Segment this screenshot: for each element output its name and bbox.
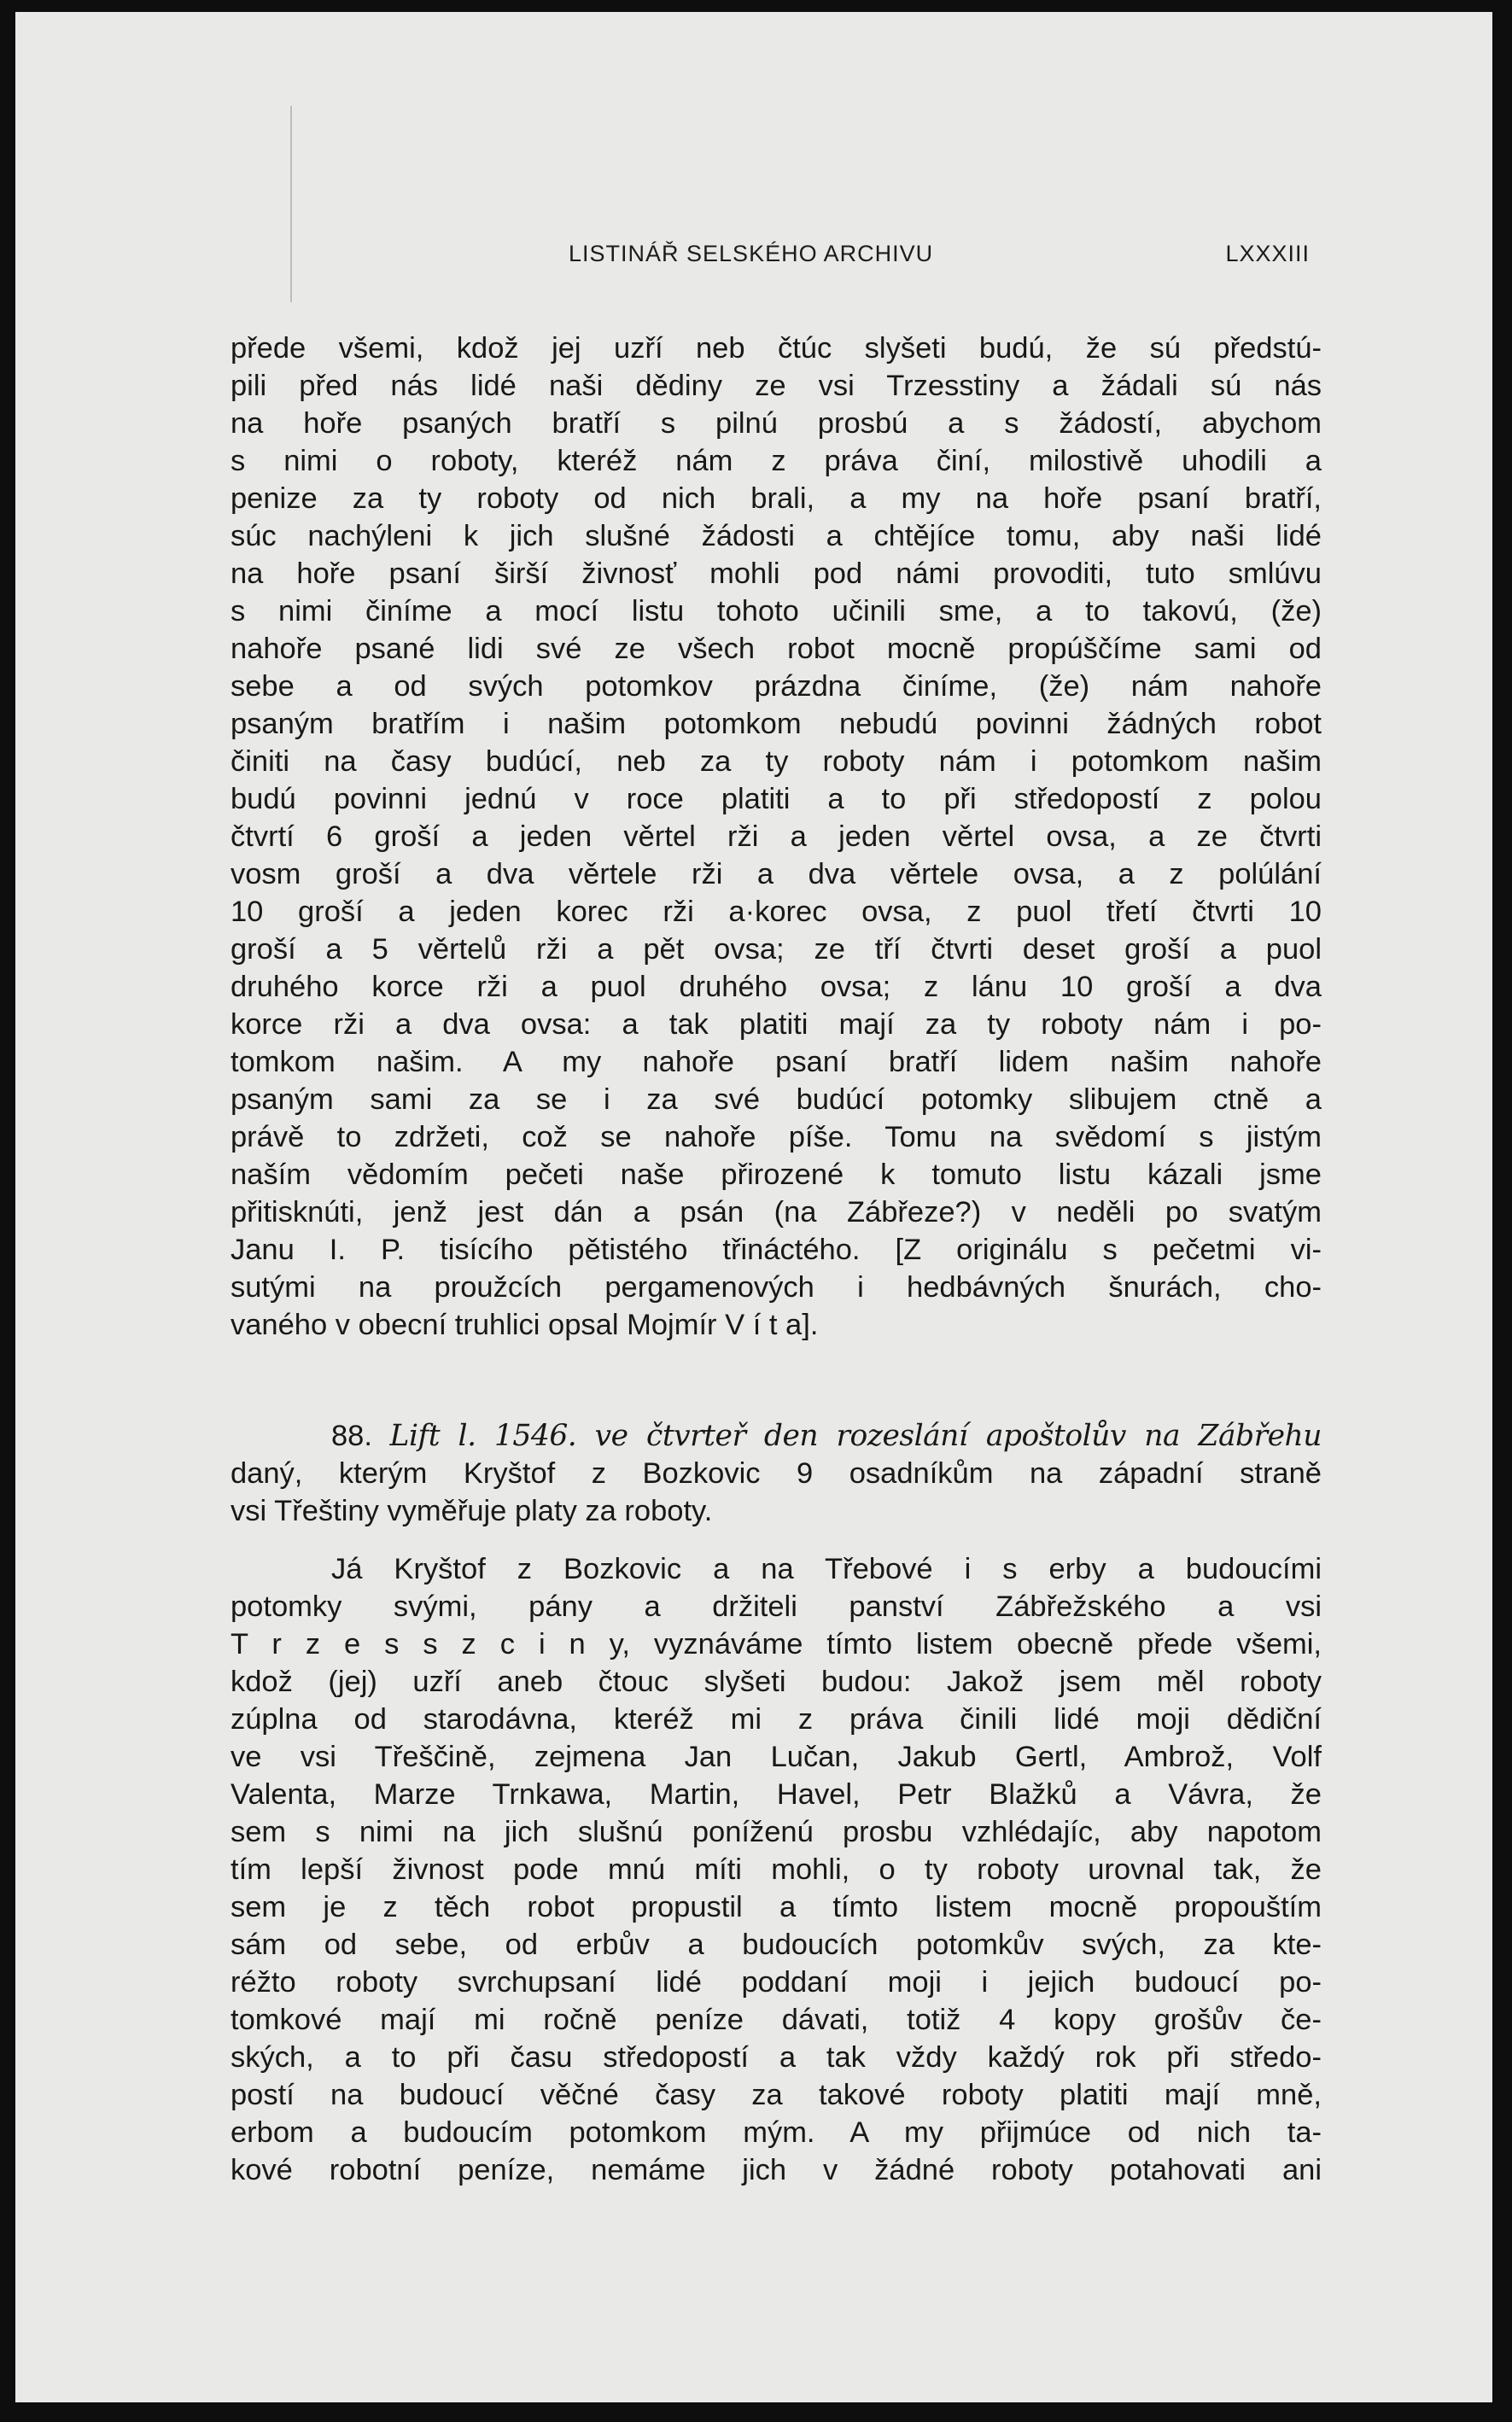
charter-number: 88.	[331, 1420, 372, 1452]
charter-text-1513	[231, 330, 1322, 1344]
text-line: 10 groší a jeden korec rži a·korec ovsa, z puol třetí čtvrti 10	[231, 896, 1322, 928]
text-line: sem s nimi na jich slušnú poníženú prosbu vzhlédajíc, aby napotom	[231, 1816, 1322, 1848]
text-line: na hoře psaní širší živnosť mohli pod námi provoditi, tuto smlúvu	[231, 557, 1322, 590]
text-line: vaného v obecní truhlici opsal Mojmír V í t a].	[231, 1309, 819, 1341]
text-line: tím lepší živnost pode mnú míti mohli, o ty roboty urovnal tak, že	[231, 1853, 1322, 1886]
text-line: erbom a budoucím potomkom mým. A my přijmúce od nich ta-	[231, 2116, 1322, 2149]
heading-first-line	[231, 1417, 1322, 1455]
text-line: Valenta, Marze Trnkawa, Martin, Havel, Petr Blažků a Vávra, že	[231, 1778, 1322, 1811]
text-line: na hoře psaných bratří s pilnú prosbú a s žádostí, abychom	[231, 407, 1322, 440]
text-line: sutými na proužcích pergamenových i hedbávných šnurách, cho-	[231, 1271, 1322, 1304]
text-line: daný, kterým Kryštof z Bozkovic 9 osadníkům na západní straně	[231, 1457, 1322, 1490]
text-line: nahoře psané lidi své ze všech robot mocně propúščíme sami od	[231, 633, 1322, 665]
text-line: pili před nás lidé naši dědiny ze vsi Trzesstiny a žádali sú nás	[231, 370, 1322, 402]
text-line: čtvrtí 6 groší a jeden věrtel rži a jeden věrtel ovsa, a ze čtvrti	[231, 820, 1322, 853]
text-line: T r z e s s z c i n y, vyznáváme tímto listem obecně přede všemi,	[231, 1628, 1322, 1660]
text-line: ských, a to při času středopostí a tak vždy každý rok při středo-	[231, 2041, 1322, 2074]
text-line: Janu I. P. tisícího pětistého třináctého. [Z originálu s pečetmi vi-	[231, 1234, 1322, 1266]
text-line: tomkové mají mi ročně peníze dávati, totiž 4 kopy grošův če-	[231, 2004, 1322, 2036]
text-line: zúplna od starodávna, kteréž mi z práva činili lidé moji dědiční	[231, 1703, 1322, 1736]
text-line: ve vsi Třeščině, zejmena Jan Lučan, Jakub Gertl, Ambrož, Volf	[231, 1741, 1322, 1773]
text-line: Já Kryštof z Bozkovic a na Třebové i s erby a budoucími	[331, 1553, 1322, 1585]
text-line: činiti na časy budúcí, neb za ty roboty nám i potomkom našim	[231, 745, 1322, 778]
text-line: kové robotní peníze, nemáme jich v žádné roboty potahovati ani	[231, 2154, 1322, 2186]
text-line: tomkom našim. A my nahoře psaní bratří lidem našim nahoře	[231, 1046, 1322, 1078]
text-line: právě to zdržeti, což se nahoře píše. Tomu na svědomí s jistým	[231, 1121, 1322, 1153]
page-number: LXXXIII	[1225, 241, 1310, 266]
running-header	[569, 241, 1310, 275]
text-line: s nimi o roboty, kteréž nám z práva činí, milostivě uhodili a	[231, 445, 1322, 477]
text-line: réžto roboty svrchupsaní lidé poddaní moji i jejich budoucí po-	[231, 1966, 1322, 1999]
text-line: groší a 5 věrtelů rži a pět ovsa; ze tří čtvrti deset groší a puol	[231, 933, 1322, 966]
text-line: penize za ty roboty od nich brali, a my na hoře psaní bratří,	[231, 482, 1322, 515]
margin-rule	[290, 106, 292, 302]
text-line: korce rži a dva ovsa: a tak platiti mají za ty roboty nám i po-	[231, 1008, 1322, 1041]
text-line: vosm groší a dva věrtele rži a dva věrtele ovsa, a z polúlání	[231, 858, 1322, 890]
text-line: sem je z těch robot propustil a tímto listem mocně propouštím	[231, 1891, 1322, 1923]
text-line: sebe a od svých potomkov prázdna činíme, (že) nám nahoře	[231, 670, 1322, 703]
text-line: postí na budoucí věčné časy za takové roboty platiti mají mně,	[231, 2079, 1322, 2111]
text-line: psaným bratřím i našim potomkom nebudú povinni žádných robot	[231, 708, 1322, 740]
text-line: psaným sami za se i za své budúcí potomky slibujem ctně a	[231, 1083, 1322, 1116]
text-line: naším vědomím pečeti naše přirozené k tomuto listu kázali jsme	[231, 1158, 1322, 1191]
text-line: budú povinni jednú v roce platiti a to při středopostí z polou	[231, 783, 1322, 815]
text-line: s nimi činíme a mocí listu tohoto učinili sme, a to takovú, (že)	[231, 595, 1322, 627]
text-line: kdož (jej) uzří aneb čtouc slyšeti budou: Jakož jsem měl roboty	[231, 1666, 1322, 1698]
charter-heading-88	[231, 1417, 1322, 1530]
text-line: přitisknúti, jenž jest dán a psán (na Zábřeze?) v neděli po svatým	[231, 1196, 1322, 1229]
text-line: sám od sebe, od erbův a budoucích potomkův svých, za kte-	[231, 1929, 1322, 1961]
header-title: LISTINÁŘ SELSKÉHO ARCHIVU	[569, 241, 934, 266]
text-line: druhého korce rži a puol druhého ovsa; z lánu 10 groší a dva	[231, 971, 1322, 1003]
document-page	[15, 12, 1492, 2402]
text-line: vsi Třeštiny vyměřuje platy za roboty.	[231, 1495, 713, 1527]
charter-text-1546	[231, 1550, 1322, 2189]
text-line: potomky svými, pány a držiteli panství Zábřežského a vsi	[231, 1590, 1322, 1623]
text-line: přede všemi, kdož jej uzří neb čtúc slyšeti budú, že sú předstú-	[231, 332, 1322, 365]
fraktur-dateline: Lift l. 1546. ve čtvrteř den rozeslání apoštolův na Zábřehu	[389, 1419, 1322, 1453]
text-line: súc nachýleni k jich slušné žádosti a chtějíce tomu, aby naši lidé	[231, 520, 1322, 552]
